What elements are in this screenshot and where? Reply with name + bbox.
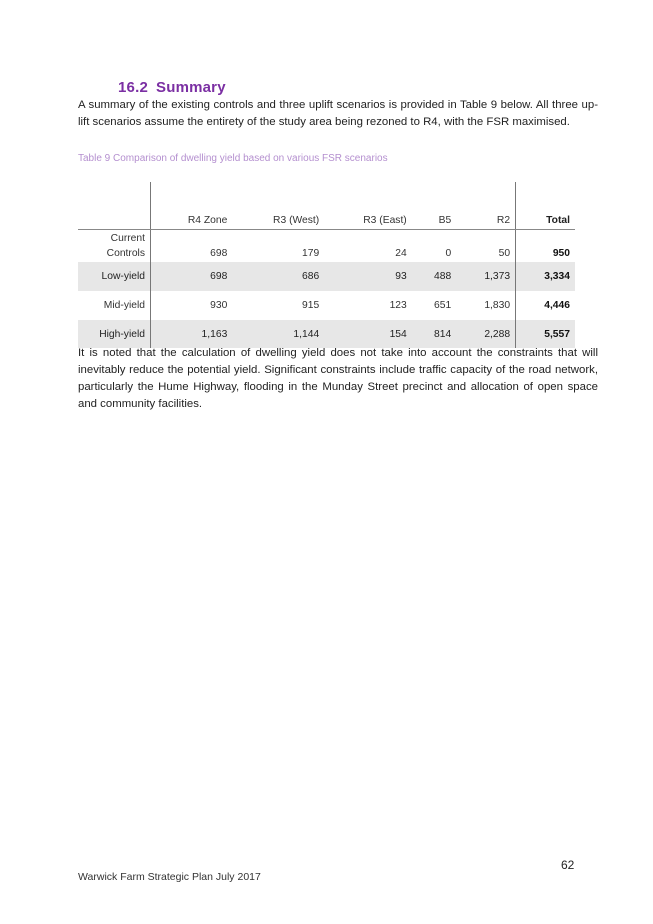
cell-total: 4,446 [544, 300, 570, 311]
header-r2: R2 [456, 182, 515, 230]
cell-value: 1,830 [456, 291, 515, 320]
cell-total: 5,557 [516, 320, 575, 348]
table-row [78, 291, 575, 320]
intro-paragraph: A summary of the existing controls and three uplift scenarios is provided in Table 9 below. All three up-lift scenarios assume the entirety of the study area being rezoned to R4, with the FSR maximised. [78, 99, 598, 128]
section-title: Summary [156, 79, 226, 96]
cell-value: 915 [302, 300, 320, 311]
row-label: Current Controls [78, 230, 151, 263]
cell-value: 698 [210, 248, 228, 259]
header-r3-west: R3 (West) [232, 182, 324, 230]
row-label: High-yield [78, 320, 151, 348]
cell-value: 488 [412, 262, 456, 291]
cell-value: 698 [151, 262, 233, 291]
header-total: Total [516, 182, 575, 230]
cell-value: 1,373 [456, 262, 515, 291]
header-cell-empty [78, 182, 151, 230]
cell-value: 93 [324, 262, 412, 291]
section-number: 16.2 [118, 79, 148, 96]
table-header-row [78, 182, 575, 230]
cell-value: 123 [389, 300, 407, 311]
cell-total: 3,334 [516, 262, 575, 291]
row-label: Low-yield [78, 262, 151, 291]
cell-value: 686 [232, 262, 324, 291]
cell-value: 651 [434, 300, 452, 311]
section-heading [118, 79, 226, 96]
header-r3-east: R3 (East) [324, 182, 412, 230]
table-caption: Table 9 Comparison of dwelling yield based on various FSR scenarios [78, 153, 388, 164]
cell-total: 950 [552, 248, 570, 259]
table-row [78, 262, 575, 291]
header-b5: B5 [412, 182, 456, 230]
cell-value: 814 [412, 320, 456, 348]
document-footer: Warwick Farm Strategic Plan July 2017 [78, 871, 261, 883]
table-row [78, 320, 575, 348]
dwelling-yield-table [78, 182, 575, 348]
cell-value: 50 [456, 230, 515, 263]
cell-value: 24 [395, 248, 407, 259]
cell-value: 1,163 [151, 320, 233, 348]
header-r4-zone: R4 Zone [151, 182, 233, 230]
cell-value: 2,288 [456, 320, 515, 348]
page-number: 62 [561, 858, 575, 872]
cell-value: 1,144 [232, 320, 324, 348]
cell-value: 179 [302, 248, 320, 259]
cell-value: 0 [445, 248, 452, 259]
row-label: Mid-yield [78, 291, 151, 320]
closing-paragraph: It is noted that the calculation of dwelling yield does not take into account the constraints that will inevitably reduce the potential yield. Significant constraints include traffic capacity of the road network, particularly the Hume Highway, flooding in the Munday Street precinct and allocation of open space and community facilities. [78, 347, 598, 410]
cell-value: 930 [210, 300, 228, 311]
cell-value: 154 [324, 320, 412, 348]
table-row [78, 230, 575, 263]
